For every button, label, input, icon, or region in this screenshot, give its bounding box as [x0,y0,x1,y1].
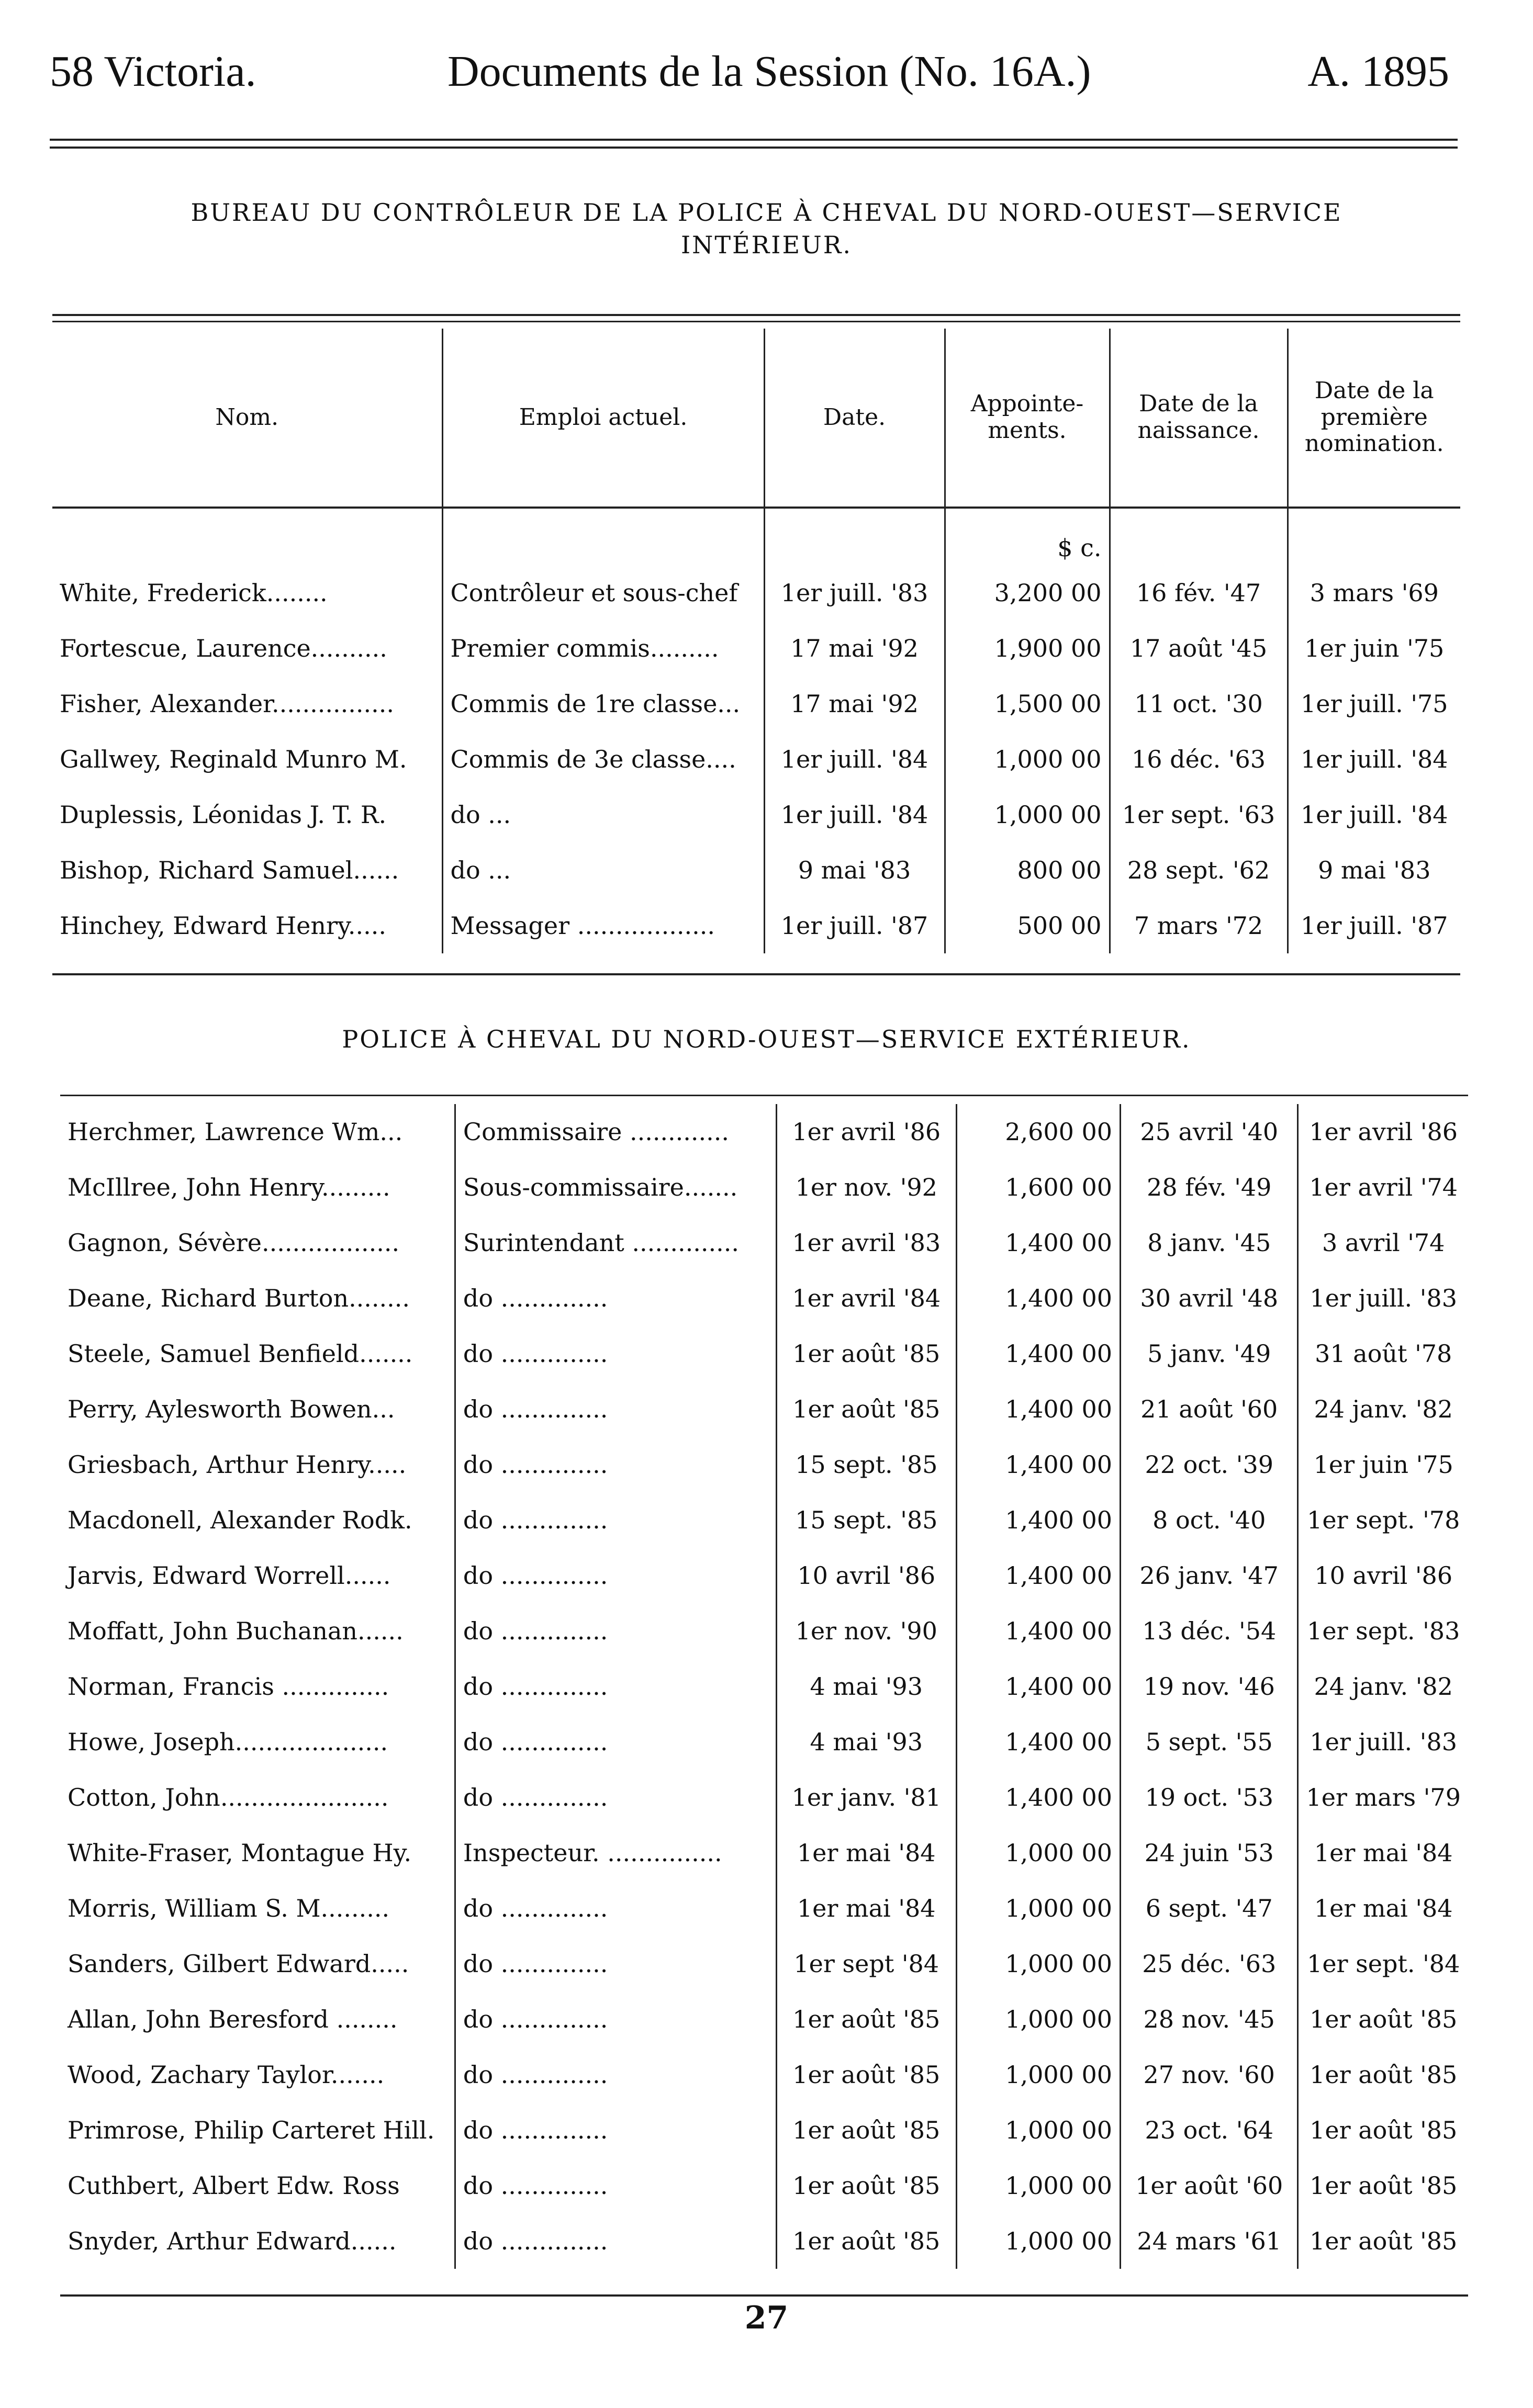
cell-date: 1er août '85 [776,1381,956,1437]
cell-appointements: 1,400 00 [956,1492,1120,1548]
table1-bottom-rule [52,973,1460,975]
cell-emploi: do .............. [455,2047,776,2102]
cell-date-naissance: 13 déc. '54 [1121,1603,1298,1659]
cell-appointements: 1,000 00 [945,787,1110,842]
cell-date-nomination: 1er mai '84 [1298,1881,1468,1936]
col-date: Date. [764,329,945,508]
section2-title: POLICE À CHEVAL DU NORD-OUEST—SERVICE EXTÉRIEUR. [342,1025,1191,1053]
cell-emploi: do .............. [455,1603,776,1659]
cell-nom: Perry, Aylesworth Bowen... [68,1395,395,1423]
cell-date-nomination: 1er mai '84 [1298,1825,1468,1881]
table2-top-rule [60,1095,1468,1096]
cell-date-nomination: 31 août '78 [1298,1326,1468,1381]
cell-emploi: do .............. [455,1714,776,1770]
cell-date: 1er mai '84 [776,1881,956,1936]
cell-date-naissance: 6 sept. '47 [1121,1881,1298,1936]
cell-date-naissance: 1er sept. '63 [1110,787,1288,842]
cell-nom: Howe, Joseph.................... [68,1728,388,1756]
cell-date-naissance: 24 mars '61 [1121,2213,1298,2269]
cell-emploi: Contrôleur et sous-chef [442,565,764,621]
cell-emploi: do .............. [455,1326,776,1381]
header-rule-bottom [50,147,1458,149]
cell-emploi: Commis de 3e classe.... [442,732,764,787]
header-left: 58 Victoria. [50,47,256,96]
cell-date-naissance: 5 sept. '55 [1121,1714,1298,1770]
cell-date-naissance: 8 janv. '45 [1121,1215,1298,1270]
cell-date-nomination: 1er juill. '84 [1288,787,1460,842]
cell-date-nomination: 1er juill. '75 [1288,676,1460,732]
table-row [60,1270,1468,1326]
table-row [60,1381,1468,1437]
cell-emploi: do .............. [455,2158,776,2213]
cell-date-nomination: 1er août '85 [1298,2047,1468,2102]
cell-date-nomination: 24 janv. '82 [1298,1381,1468,1437]
cell-appointements: 1,400 00 [956,1381,1120,1437]
cell-emploi: do .............. [455,1770,776,1825]
table-row [60,1603,1468,1659]
cell-date-naissance: 5 janv. '49 [1121,1326,1298,1381]
cell-date-naissance: 23 oct. '64 [1121,2102,1298,2158]
cell-emploi: do .............. [455,1991,776,2047]
table-row [60,2102,1468,2158]
cell-date-naissance: 28 sept. '62 [1110,842,1288,898]
table1-header-row [52,329,1460,508]
cell-date: 10 avril '86 [776,1548,956,1603]
cell-date-naissance: 22 oct. '39 [1121,1437,1298,1492]
cell-date-nomination: 1er août '85 [1298,1991,1468,2047]
page-number: 27 [744,2300,789,2336]
table-row [60,1326,1468,1381]
cell-nom: Sanders, Gilbert Edward..... [68,1950,409,1978]
cell-date-naissance: 28 fév. '49 [1121,1160,1298,1215]
table-row [60,1714,1468,1770]
table-row [60,1548,1468,1603]
table-row [52,565,1460,621]
cell-date: 1er avril '84 [776,1270,956,1326]
col-appointements: Appointe-ments. [945,329,1110,508]
cell-date: 1er août '85 [776,1326,956,1381]
cell-appointements: 1,000 00 [956,1825,1120,1881]
cell-date: 17 mai '92 [764,676,945,732]
cell-emploi: do ... [442,787,764,842]
cell-nom: Steele, Samuel Benfield....... [68,1340,413,1368]
cell-nom: Hinchey, Edward Henry..... [60,912,387,940]
table2-bottom-rule [60,2294,1468,2297]
cell-emploi: Premier commis......... [442,621,764,676]
header-rule-top [50,139,1458,141]
cell-appointements: 1,400 00 [956,1659,1120,1714]
cell-nom: Gallwey, Reginald Munro M. [60,745,407,773]
cell-emploi: do .............. [455,1659,776,1714]
col-emploi: Emploi actuel. [442,329,764,508]
cell-date: 1er sept '84 [776,1936,956,1991]
cell-appointements: 1,600 00 [956,1160,1120,1215]
cell-date: 1er août '85 [776,2047,956,2102]
cell-date: 1er août '85 [776,2213,956,2269]
cell-nom: Wood, Zachary Taylor....... [68,2061,385,2089]
cell-appointements: 1,400 00 [956,1215,1120,1270]
table-row [52,676,1460,732]
cell-date-nomination: 1er mars '79 [1298,1770,1468,1825]
cell-nom: Norman, Francis .............. [68,1672,389,1701]
cell-nom: Gagnon, Sévère.................. [68,1229,400,1257]
cell-date: 1er nov. '92 [776,1160,956,1215]
cell-appointements: 1,000 00 [956,2102,1120,2158]
cell-date-nomination: 1er sept. '84 [1298,1936,1468,1991]
cell-appointements: 800 00 [945,842,1110,898]
cell-emploi: Surintendant .............. [455,1215,776,1270]
cell-nom: White, Frederick........ [60,579,328,607]
cell-date-nomination: 24 janv. '82 [1298,1659,1468,1714]
header-right: A. 1895 [1307,47,1449,96]
section1-title [0,196,1533,261]
cell-nom: Griesbach, Arthur Henry..... [68,1450,407,1479]
cell-emploi: do .............. [455,1381,776,1437]
cell-emploi: Commis de 1re classe... [442,676,764,732]
section1-title-line2: INTÉRIEUR. [680,231,853,260]
cell-date: 1er juill. '87 [764,898,945,953]
cell-date-nomination: 1er juill. '83 [1298,1714,1468,1770]
cell-date-nomination: 1er juill. '87 [1288,898,1460,953]
table-row [52,842,1460,898]
cell-date-naissance: 30 avril '48 [1121,1270,1298,1326]
cell-date-nomination: 9 mai '83 [1288,842,1460,898]
cell-emploi: do .............. [455,1548,776,1603]
table-row [52,621,1460,676]
cell-date: 1er avril '83 [776,1215,956,1270]
col-nom: Nom. [215,403,279,431]
cell-date: 1er août '85 [776,1991,956,2047]
table-row [52,787,1460,842]
table-row [60,1437,1468,1492]
cell-nom: Fisher, Alexander................ [60,690,394,718]
cell-emploi: do .............. [455,1936,776,1991]
table-service-exterieur [60,1104,1468,2269]
cell-appointements: 1,000 00 [956,1936,1120,1991]
cell-date-nomination: 1er août '85 [1298,2213,1468,2269]
cell-date-nomination: 3 avril '74 [1298,1215,1468,1270]
cell-date-naissance: 24 juin '53 [1121,1825,1298,1881]
table-row [60,1104,1468,1160]
cell-nom: Macdonell, Alexander Rodk. [68,1506,412,1534]
cell-date-naissance: 27 nov. '60 [1121,2047,1298,2102]
table-row [60,2213,1468,2269]
cell-appointements: 1,400 00 [956,1548,1120,1603]
table1-top-rule [52,314,1460,316]
cell-date-naissance: 25 déc. '63 [1121,1936,1298,1991]
cell-date-nomination: 1er août '85 [1298,2102,1468,2158]
cell-appointements: 1,900 00 [945,621,1110,676]
section1-title-line1: BUREAU DU CONTRÔLEUR DE LA POLICE À CHEVAL DU NORD-OUEST—SERVICE [191,198,1342,227]
cell-nom: Duplessis, Léonidas J. T. R. [60,801,387,829]
table-row [60,1770,1468,1825]
cell-date-naissance: 26 janv. '47 [1121,1548,1298,1603]
table-service-interieur [52,329,1460,953]
cell-appointements: 1,000 00 [945,732,1110,787]
cell-appointements: 1,000 00 [956,2047,1120,2102]
table-row [60,1936,1468,1991]
cell-appointements: 1,000 00 [956,2213,1120,2269]
cell-date: 9 mai '83 [764,842,945,898]
cell-appointements: 1,400 00 [956,1714,1120,1770]
table-row [60,2047,1468,2102]
table-row [52,732,1460,787]
cell-date: 4 mai '93 [776,1659,956,1714]
cell-date-nomination: 1er avril '86 [1298,1104,1468,1160]
cell-appointements: 1,400 00 [956,1270,1120,1326]
cell-nom: Jarvis, Edward Worrell...... [68,1561,391,1590]
cell-date-nomination: 1er avril '74 [1298,1160,1468,1215]
cell-nom: Allan, John Beresford ........ [68,2005,398,2033]
cell-emploi: Messager .................. [442,898,764,953]
cell-nom: Moffatt, John Buchanan...... [68,1617,404,1645]
table-row [60,2158,1468,2213]
cell-date: 4 mai '93 [776,1714,956,1770]
cell-date-naissance: 17 août '45 [1110,621,1288,676]
cell-date: 1er août '85 [776,2102,956,2158]
cell-date: 1er mai '84 [776,1825,956,1881]
cell-appointements: 2,600 00 [956,1104,1120,1160]
cell-date-naissance: 16 fév. '47 [1110,565,1288,621]
cell-appointements: 1,000 00 [956,1991,1120,2047]
cell-appointements: 1,400 00 [956,1326,1120,1381]
cell-date: 1er janv. '81 [776,1770,956,1825]
cell-date-nomination: 1er juill. '84 [1288,732,1460,787]
currency-label: $ c. [945,508,1110,565]
cell-date-nomination: 1er août '85 [1298,2158,1468,2213]
cell-nom: McIllree, John Henry......... [68,1173,390,1201]
table-row [60,1825,1468,1881]
cell-appointements: 1,400 00 [956,1770,1120,1825]
cell-date: 1er nov. '90 [776,1603,956,1659]
cell-date-nomination: 1er juin '75 [1298,1437,1468,1492]
cell-date-naissance: 21 août '60 [1121,1381,1298,1437]
cell-appointements: 1,400 00 [956,1603,1120,1659]
cell-emploi: do .............. [455,2102,776,2158]
cell-date-naissance: 7 mars '72 [1110,898,1288,953]
cell-date-naissance: 1er août '60 [1121,2158,1298,2213]
cell-emploi: Sous-commissaire....... [455,1160,776,1215]
table1-top-rule2 [52,321,1460,322]
cell-date: 15 sept. '85 [776,1437,956,1492]
cell-emploi: do .............. [455,1437,776,1492]
cell-nom: Herchmer, Lawrence Wm... [68,1118,403,1146]
cell-date: 1er juill. '84 [764,787,945,842]
cell-appointements: 500 00 [945,898,1110,953]
cell-date-naissance: 11 oct. '30 [1110,676,1288,732]
currency-row [52,508,1460,565]
cell-date-nomination: 1er juill. '83 [1298,1270,1468,1326]
cell-emploi: do .............. [455,1270,776,1326]
cell-emploi: do .............. [455,1881,776,1936]
cell-date-nomination: 1er sept. '78 [1298,1492,1468,1548]
cell-date-naissance: 16 déc. '63 [1110,732,1288,787]
cell-nom: Deane, Richard Burton........ [68,1284,410,1312]
cell-emploi: Inspecteur. ............... [455,1825,776,1881]
table-row [60,1881,1468,1936]
col-date-nomination: Date de la première nomination. [1288,329,1460,508]
cell-nom: Bishop, Richard Samuel...... [60,856,399,884]
header-center: Documents de la Session (No. 16A.) [447,47,1091,96]
cell-date: 1er juill. '83 [764,565,945,621]
cell-appointements: 3,200 00 [945,565,1110,621]
cell-appointements: 1,400 00 [956,1437,1120,1492]
cell-nom: Cotton, John...................... [68,1783,389,1811]
cell-appointements: 1,000 00 [956,2158,1120,2213]
table-row [60,1160,1468,1215]
cell-nom: Cuthbert, Albert Edw. Ross [68,2171,400,2200]
table-row [52,898,1460,953]
table-row [60,1991,1468,2047]
cell-date: 1er avril '86 [776,1104,956,1160]
cell-date: 1er juill. '84 [764,732,945,787]
cell-nom: Primrose, Philip Carteret Hill. [68,2116,435,2144]
cell-date: 17 mai '92 [764,621,945,676]
cell-date: 1er août '85 [776,2158,956,2213]
cell-date-naissance: 25 avril '40 [1121,1104,1298,1160]
cell-date-naissance: 8 oct. '40 [1121,1492,1298,1548]
cell-emploi: Commissaire ............. [455,1104,776,1160]
cell-appointements: 1,500 00 [945,676,1110,732]
cell-date-naissance: 28 nov. '45 [1121,1991,1298,2047]
cell-nom: Snyder, Arthur Edward...... [68,2227,397,2255]
cell-emploi: do .............. [455,1492,776,1548]
cell-emploi: do ... [442,842,764,898]
cell-nom: White-Fraser, Montague Hy. [68,1839,412,1867]
cell-date-naissance: 19 nov. '46 [1121,1659,1298,1714]
cell-appointements: 1,000 00 [956,1881,1120,1936]
cell-date-nomination: 1er juin '75 [1288,621,1460,676]
col-date-naissance: Date de la naissance. [1110,329,1288,508]
cell-date-nomination: 3 mars '69 [1288,565,1460,621]
cell-emploi: do .............. [455,2213,776,2269]
cell-nom: Fortescue, Laurence.......... [60,634,387,662]
cell-date-naissance: 19 oct. '53 [1121,1770,1298,1825]
cell-date-nomination: 10 avril '86 [1298,1548,1468,1603]
table-row [60,1659,1468,1714]
table-row [60,1492,1468,1548]
cell-date-nomination: 1er sept. '83 [1298,1603,1468,1659]
cell-nom: Morris, William S. M......... [68,1894,390,1922]
table-row [60,1215,1468,1270]
cell-date: 15 sept. '85 [776,1492,956,1548]
